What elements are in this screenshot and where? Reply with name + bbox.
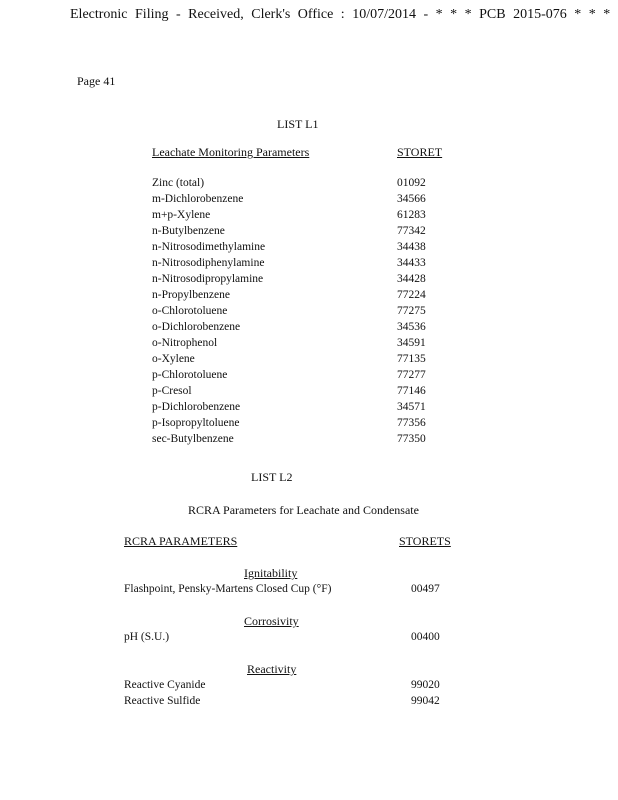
reactivity-heading: Reactivity	[247, 662, 297, 676]
parameter-name: n-Propylbenzene	[152, 289, 230, 301]
list-l1-storet-header: STORET	[397, 145, 443, 159]
table-row	[152, 367, 472, 383]
table-row	[152, 415, 472, 431]
parameter-name: n-Nitrosodimethylamine	[152, 241, 266, 253]
table-row	[124, 693, 454, 709]
list-l1-param-header: Leachate Monitoring Parameters	[152, 145, 310, 159]
storet-code: 01092	[397, 177, 426, 189]
parameter-name: o-Dichlorobenzene	[152, 321, 241, 333]
storet-code: 77224	[397, 289, 426, 301]
table-row	[152, 351, 472, 367]
storet-code: 34428	[397, 273, 426, 285]
storet-code: 99020	[411, 679, 440, 691]
storet-code: 00497	[411, 583, 440, 595]
parameter-name: p-Dichlorobenzene	[152, 401, 241, 413]
table-row	[152, 255, 472, 271]
storet-code: 77146	[397, 385, 426, 397]
table-row	[152, 287, 472, 303]
ignitability-heading: Ignitability	[244, 566, 298, 580]
parameter-name: p-Chlorotoluene	[152, 369, 228, 381]
table-row	[124, 581, 454, 597]
storet-code: 34566	[397, 193, 426, 205]
page-number: Page 41	[77, 74, 116, 88]
storet-code: 77342	[397, 225, 426, 237]
parameter-name: o-Nitrophenol	[152, 337, 218, 349]
parameter-name: Reactive Sulfide	[124, 695, 201, 707]
storet-code: 77275	[397, 305, 426, 317]
storet-code: 34591	[397, 337, 426, 349]
storet-code: 34536	[397, 321, 426, 333]
storet-code: 34571	[397, 401, 426, 413]
table-row	[124, 677, 454, 693]
table-row	[152, 303, 472, 319]
storet-code: 77135	[397, 353, 426, 365]
filing-header: Electronic Filing - Received, Clerk's Office : 10/07/2014 - * * * PCB 2015-076 * * *	[70, 7, 611, 22]
parameter-name: n-Butylbenzene	[152, 225, 225, 237]
table-row	[152, 207, 472, 223]
storet-code: 77350	[397, 433, 426, 445]
table-row	[152, 239, 472, 255]
storet-code: 61283	[397, 209, 426, 221]
parameter-name: pH (S.U.)	[124, 631, 170, 643]
parameter-name: Flashpoint, Pensky-Martens Closed Cup (°F)	[124, 583, 332, 595]
parameter-name: Reactive Cyanide	[124, 679, 206, 691]
storet-code: 00400	[411, 631, 440, 643]
storet-code: 77356	[397, 417, 426, 429]
table-row	[152, 191, 472, 207]
list-l1-title: LIST L1	[277, 117, 319, 131]
table-row	[152, 223, 472, 239]
parameter-name: p-Cresol	[152, 385, 192, 397]
parameter-name: m+p-Xylene	[152, 209, 211, 221]
storet-code: 99042	[411, 695, 440, 707]
storet-code: 77277	[397, 369, 426, 381]
rcra-storets-header: STORETS	[399, 534, 451, 548]
list-l2-subtitle: RCRA Parameters for Leachate and Condensate	[188, 503, 419, 517]
table-row	[152, 431, 472, 447]
table-row	[152, 175, 472, 191]
parameter-name: n-Nitrosodiphenylamine	[152, 257, 265, 269]
rcra-param-header: RCRA PARAMETERS	[124, 534, 238, 548]
storet-code: 34438	[397, 241, 426, 253]
table-row	[152, 399, 472, 415]
table-row	[152, 335, 472, 351]
corrosivity-heading: Corrosivity	[244, 614, 299, 628]
list-l2-title: LIST L2	[251, 470, 293, 484]
parameter-name: o-Chlorotoluene	[152, 305, 228, 317]
parameter-name: p-Isopropyltoluene	[152, 417, 240, 429]
parameter-name: m-Dichlorobenzene	[152, 193, 244, 205]
storet-code: 34433	[397, 257, 426, 269]
parameter-name: n-Nitrosodipropylamine	[152, 273, 264, 285]
table-row	[152, 319, 472, 335]
table-row	[124, 629, 454, 645]
parameter-name: sec-Butylbenzene	[152, 433, 234, 445]
parameter-name: Zinc (total)	[152, 177, 205, 189]
parameter-name: o-Xylene	[152, 353, 195, 365]
table-row	[152, 383, 472, 399]
table-row	[152, 271, 472, 287]
